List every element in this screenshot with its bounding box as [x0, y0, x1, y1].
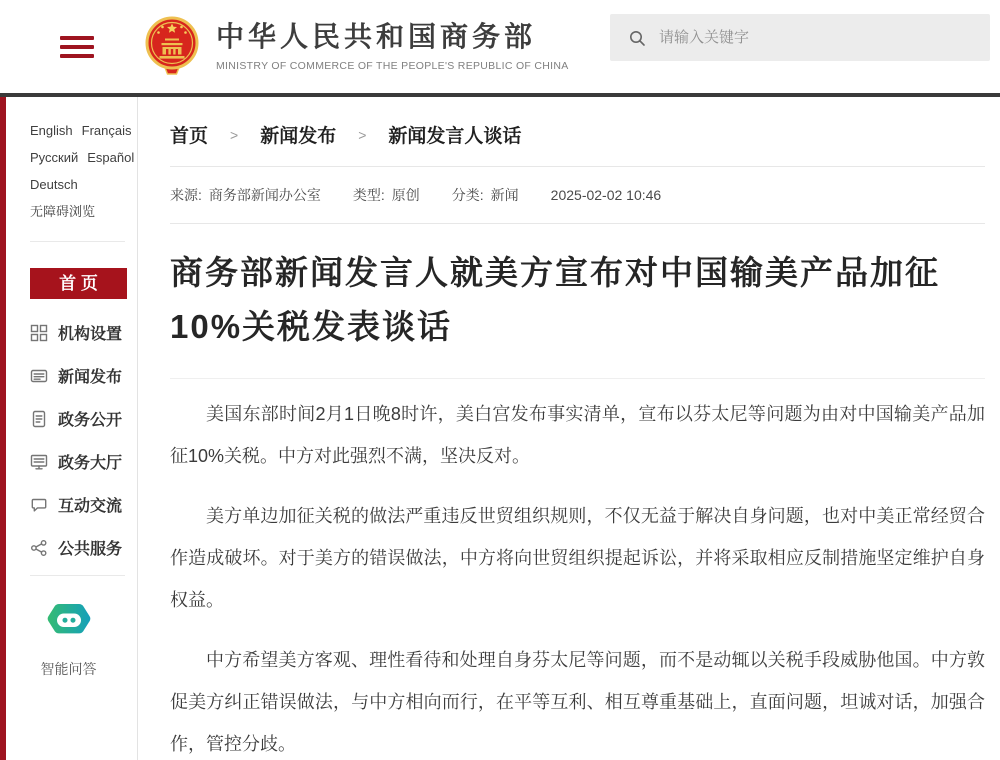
national-emblem-icon: [144, 15, 200, 79]
language-link-russian[interactable]: Русский: [30, 150, 79, 165]
article-paragraph: 美国东部时间2月1日晚8时许，美白宫发布事实清单，宣布以芬太尼等问题为由对中国输美产品加征10%关税。中方对此强烈不满，坚决反对。: [170, 404, 985, 467]
meta-source: [170, 185, 321, 205]
share-nodes-icon: [30, 539, 48, 557]
article-meta: [170, 167, 985, 223]
article-body: [170, 379, 985, 760]
sidebar-item-label: 公共服务: [58, 541, 123, 558]
breadcrumb-item-home[interactable]: 首页: [170, 126, 209, 147]
org-chart-icon: [30, 324, 48, 342]
meta-type: [353, 185, 420, 205]
sidebar-item-label: 新闻发布: [58, 369, 123, 386]
chevron-separator: >: [358, 126, 367, 143]
sidebar-home-button[interactable]: 首 页: [30, 268, 127, 299]
meta-type-label: 类型:: [352, 187, 385, 203]
meta-category-label: 分类:: [451, 187, 484, 203]
chat-icon: [30, 496, 48, 514]
sidebar-divider: [30, 241, 125, 242]
sidebar-item-organization[interactable]: [30, 311, 137, 354]
chevron-separator: >: [230, 126, 239, 143]
sidebar-item-gov-disclosure[interactable]: [30, 397, 137, 440]
article-paragraph: 中方希望美方客观、理性看待和处理自身芬太尼等问题，而不是动辄以关税手段威胁他国。中方敦促美方纠正错误做法，与中方相向而行，在平等互利、相互尊重基础上，直面问题，坦诚对话，加强合作，管控分歧。: [170, 650, 985, 755]
sidebar-item-news[interactable]: [30, 354, 137, 397]
language-link-spanish[interactable]: Español: [87, 150, 135, 165]
content: [0, 97, 1000, 760]
smart-qa-widget[interactable]: [30, 576, 137, 679]
meta-type-value: 原创: [391, 187, 420, 203]
sidebar-item-label: 机构设置: [58, 326, 123, 343]
newspaper-icon: [30, 367, 48, 385]
smart-qa-label: 智能问答: [40, 661, 97, 677]
header: [0, 0, 1000, 93]
meta-source-label: 来源:: [170, 187, 202, 203]
accessibility-browse-link[interactable]: 无障碍浏览: [30, 204, 96, 219]
sidebar-item-label: 政务公开: [58, 412, 123, 429]
search-icon: [628, 29, 646, 47]
hamburger-menu-icon[interactable]: [60, 36, 94, 58]
sidebar-nav: [30, 311, 137, 569]
breadcrumb-item-spokesperson-remarks[interactable]: 新闻发言人谈话: [388, 126, 522, 147]
main-divider: [170, 223, 985, 224]
site-title-block: [216, 21, 569, 71]
sidebar-item-interaction[interactable]: [30, 483, 137, 526]
robot-qa-icon: [46, 602, 92, 640]
breadcrumb-item-news-release[interactable]: 新闻发布: [260, 126, 337, 147]
search-input[interactable]: [659, 29, 972, 46]
sidebar-item-label: 互动交流: [58, 498, 123, 515]
site-title: 中华人民共和国商务部: [216, 21, 537, 53]
breadcrumb: [170, 121, 985, 166]
meta-source-value: 商务部新闻办公室: [208, 187, 321, 203]
language-link-french[interactable]: Français: [81, 123, 132, 138]
sidebar-item-service-hall[interactable]: [30, 440, 137, 483]
site-logo[interactable]: [144, 15, 569, 79]
left-accent-bar: [0, 97, 6, 760]
meta-category: [452, 185, 519, 205]
site-subtitle: MINISTRY OF COMMERCE OF THE PEOPLE'S REPUBLIC OF CHINA: [216, 59, 569, 72]
sidebar: [6, 97, 138, 760]
main-content: [138, 97, 1000, 760]
meta-category-value: 新闻: [490, 187, 519, 203]
sidebar-item-public-service[interactable]: [30, 526, 137, 569]
language-links: [30, 117, 137, 235]
article-paragraph: 美方单边加征关税的做法严重违反世贸组织规则，不仅无益于解决自身问题，也对中美正常经贸合作造成破坏。对于美方的错误做法，中方将向世贸组织提起诉讼，并将采取相应反制措施坚定维护自身权益。: [170, 506, 985, 611]
language-link-german[interactable]: Deutsch: [30, 177, 78, 192]
search-box[interactable]: [610, 14, 990, 61]
monitor-icon: [30, 453, 48, 471]
document-icon: [30, 410, 48, 428]
language-link-english[interactable]: English: [30, 123, 73, 138]
meta-datetime: 2025-02-02 10:46: [550, 187, 662, 203]
sidebar-item-label: 政务大厅: [58, 455, 123, 472]
article-title: 商务部新闻发言人就美方宣布对中国输美产品加征10%关税发表谈话: [170, 254, 940, 346]
